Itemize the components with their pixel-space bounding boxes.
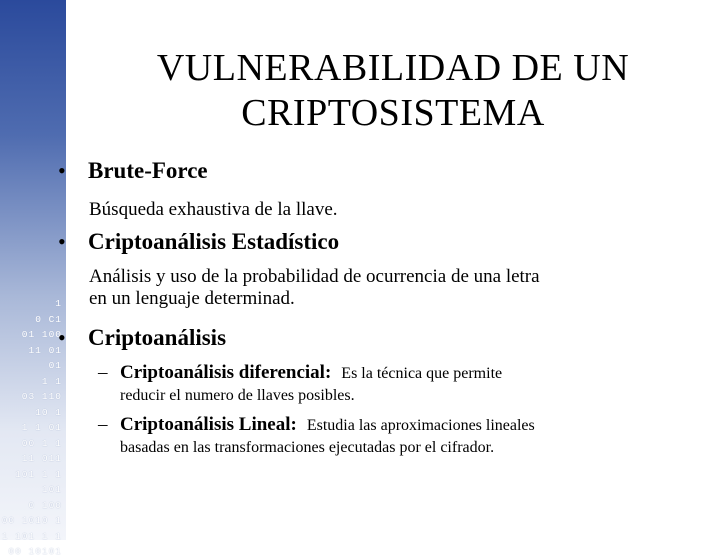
decorative-sidebar xyxy=(0,0,66,557)
binary-digits-line: 01 100 xyxy=(21,329,62,340)
binary-digits-line: 101 1 1 xyxy=(15,468,62,480)
dash-icon: – xyxy=(98,414,108,435)
binary-digits-line: 101 xyxy=(41,484,62,495)
binary-digits-line: 11 01 xyxy=(28,344,62,356)
bullet-item-criptoanalisis-estadistico xyxy=(58,229,339,255)
bullet-item-criptoanalisis xyxy=(58,325,226,351)
bullet-icon: • xyxy=(58,158,66,183)
bullet-icon: • xyxy=(58,229,66,254)
bullet-body-line-1: Análisis y uso de la probabilidad de ocurrencia de una letra xyxy=(89,266,540,287)
binary-digits-line: 10 1 xyxy=(35,406,62,418)
slide-title xyxy=(66,46,720,136)
bullet-heading: Criptoanálisis Estadístico xyxy=(88,229,340,254)
binary-digits-line: 01 xyxy=(48,360,62,371)
binary-digits-line: 0 C1 xyxy=(35,313,62,325)
bullet-heading: Brute-Force xyxy=(88,158,208,183)
binary-digits-line: 11 011 xyxy=(21,453,62,464)
subitem-label: Criptoanálisis diferencial: xyxy=(120,362,332,383)
binary-digits-line: 00 1010 1 xyxy=(1,515,62,526)
bullet-body: Búsqueda exhaustiva de la llave. xyxy=(89,199,338,220)
subitem-criptoanalisis-lineal xyxy=(98,414,535,436)
bullet-body xyxy=(89,266,689,310)
subitem-continuation: basadas en las transformaciones ejecutadas por el cifrador. xyxy=(120,439,495,456)
bullet-body-line-2: en un lenguaje determinad. xyxy=(89,288,295,309)
subitem-continuation: reducir el numero de llaves posibles. xyxy=(120,387,355,404)
title-line-1: VULNERABILIDAD DE UN xyxy=(156,47,630,89)
subitem-description: Estudia las aproximaciones lineales xyxy=(306,417,535,434)
subitem-criptoanalisis-diferencial xyxy=(98,362,502,384)
binary-digits-line: 03 110 xyxy=(21,391,62,402)
dash-icon: – xyxy=(98,362,108,383)
binary-digits-decoration xyxy=(0,296,66,560)
binary-digits-line: 1 1 01 xyxy=(21,422,62,433)
bullet-heading: Criptoanálisis xyxy=(88,325,227,350)
title-line-2: CRIPTOSISTEMA xyxy=(241,92,545,134)
binary-digits-line: 1 xyxy=(55,298,62,309)
bullet-icon: • xyxy=(58,325,66,350)
binary-digits-line: 00 1 1 xyxy=(21,437,62,449)
binary-digits-line: 00 10101 xyxy=(8,546,62,557)
binary-digits-line: 1 101 1 1 xyxy=(1,530,62,542)
binary-digits-line: 0 100 xyxy=(28,499,62,511)
subitem-description: Es la técnica que permite xyxy=(341,365,503,382)
subitem-label: Criptoanálisis Lineal: xyxy=(120,414,297,435)
binary-digits-line: 1 1 xyxy=(41,375,62,387)
bullet-item-brute-force xyxy=(58,158,208,184)
